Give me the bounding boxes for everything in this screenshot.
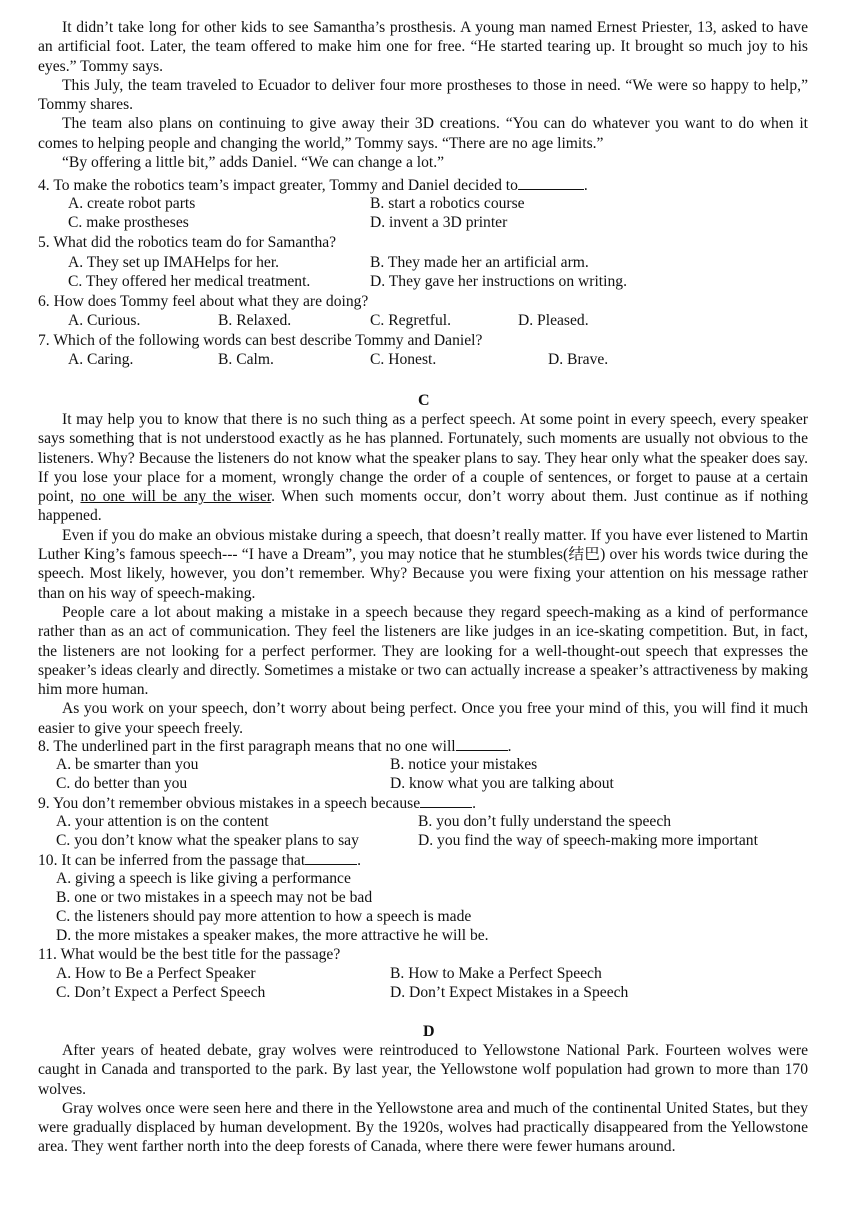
option-d: D. you find the way of speech-making more important (418, 832, 758, 849)
option-c: C. Honest. (370, 351, 437, 368)
answer-blank (420, 793, 472, 808)
question-5-stem (38, 233, 336, 252)
option-b: B. start a robotics course (370, 195, 525, 212)
option-a: A. your attention is on the content (56, 813, 269, 830)
option-b: B. Calm. (218, 351, 274, 368)
option-c: C. do better than you (56, 775, 188, 792)
option-d: D. They gave her instructions on writing. (370, 273, 627, 290)
option-d: D. know what you are talking about (390, 775, 614, 792)
option-c: C. Don’t Expect a Perfect Speech (56, 984, 266, 1001)
question-number: 5. (38, 234, 50, 251)
question-number: 6. (38, 293, 50, 310)
option-d: D. the more mistakes a speaker makes, the more attractive he will be. (56, 927, 489, 944)
question-6-stem (38, 292, 368, 311)
answer-blank (305, 850, 357, 865)
option-b: B. Relaxed. (218, 312, 292, 329)
paragraph: Even if you do make an obvious mistake during a speech, that doesn’t really matter. If you have ever listened to Martin Luther King’s famous speech--- “I have a Dream”, you may notice that he stumbles(结巴) over his words twice during the speech. Most likely, however, you don’t remember. Why? Because you were fixing your attention on his message rather than on his way of speech-making. (38, 526, 808, 602)
option-c: C. the listeners should pay more attention to how a speech is made (56, 908, 472, 925)
paragraph: “By offering a little bit,” adds Daniel. “We can change a lot.” (62, 154, 445, 172)
underlined-phrase: no one will be any the wiser (80, 488, 272, 506)
question-end: . (357, 852, 362, 869)
option-b: B. notice your mistakes (390, 756, 538, 773)
option-c: C. Regretful. (370, 312, 451, 329)
paragraph: The team also plans on continuing to give away their 3D creations. “You can do whatever you want to do when it comes to helping people and changing the world,” Tommy says. “There are no age limits.” (38, 115, 808, 152)
question-number: 10. (38, 852, 58, 869)
passage-c (38, 410, 808, 738)
question-text: You don’t remember obvious mistakes in a speech because (53, 795, 421, 812)
paragraph: It didn’t take long for other kids to see Samantha’s prosthesis. A young man named Ernest Priester, 13, asked to have an artificial foot. Later, the team offered to make him one for free. “He started tearing up. It brought so much joy to his eyes.” Tommy says. (38, 19, 808, 75)
question-10-stem (38, 850, 361, 870)
option-a: A. create robot parts (68, 195, 196, 212)
question-number: 11. (38, 946, 57, 963)
question-7-stem (38, 331, 482, 350)
question-4-stem (38, 175, 588, 195)
option-d: D. Don’t Expect Mistakes in a Speech (390, 984, 629, 1001)
question-end: . (507, 738, 512, 755)
option-a: A. Curious. (68, 312, 141, 329)
option-b: B. you don’t fully understand the speech (418, 813, 672, 830)
option-b: B. one or two mistakes in a speech may not be bad (56, 889, 373, 906)
question-end: . (472, 795, 477, 812)
option-a: A. giving a speech is like giving a performance (56, 870, 351, 887)
paragraph: As you work on your speech, don’t worry about being perfect. Once you free your mind of this, you will find it much easier to give your speech freely. (38, 700, 808, 737)
question-text: It can be inferred from the passage that (61, 852, 306, 869)
option-a: A. Caring. (68, 351, 134, 368)
question-text: How does Tommy feel about what they are doing? (53, 293, 369, 310)
text-run: It may help you to know that there is no such thing as a perfect speech. At some point in every speech, every speaker says something that is not understood exactly as he has planned. Fortunately, such moments are usually not obvious to the listeners. Why? Because the listeners do not know what the speaker plans to say. They hear only what the speaker does say. If you lose your place for a moment, wrongly change the order of a couple of sentences, or forget to pause at a certain point, (38, 411, 808, 506)
question-11-stem (38, 945, 340, 964)
option-d: D. Pleased. (518, 312, 589, 329)
option-c: C. make prostheses (68, 214, 189, 231)
paragraph: This July, the team traveled to Ecuador to deliver four more prostheses to those in need. “We were so happy to help,” Tommy shares. (38, 76, 808, 114)
text-run: . When such moments occur, don’t worry about them. Just continue as if nothing happened. (38, 488, 808, 525)
question-number: 4. (38, 177, 50, 194)
option-d: D. Brave. (548, 351, 609, 368)
question-text: The underlined part in the first paragraph means that no one will (53, 738, 456, 755)
question-text: Which of the following words can best describe Tommy and Daniel? (53, 332, 483, 349)
paragraph: Gray wolves once were seen here and there in the Yellowstone area and much of the continental United States, but they were gradually displaced by human development. By the 1920s, wolves had practically disappeared from the Yellowstone area. They went farther north into the deep forests of Canada, where there were fewer humans around. (38, 1099, 808, 1156)
paragraph: People care a lot about making a mistake in a speech because they regard speech-making as a kind of performance rather than as an act of communication. They feel the listeners are like judges in an ice-skating competition. But, in fact, the listeners are not looking for a perfect performer. They are looking for a well-thought-out speech that expresses the speaker’s ideas clearly and directly. Sometimes a mistake or two can actually increase a speaker’s attractiveness by making him more human. (38, 603, 808, 699)
option-c: C. They offered her medical treatment. (68, 273, 311, 290)
option-d: D. invent a 3D printer (370, 214, 508, 231)
question-text: What did the robotics team do for Samantha? (53, 234, 337, 251)
paragraph (38, 410, 808, 526)
option-b: B. How to Make a Perfect Speech (390, 965, 602, 982)
question-end: . (583, 177, 588, 194)
section-heading-d: D (423, 1023, 435, 1040)
question-number: 8. (38, 738, 50, 755)
option-a: A. be smarter than you (56, 756, 199, 773)
question-text: To make the robotics team’s impact greater, Tommy and Daniel decided to (53, 177, 518, 194)
option-c: C. you don’t know what the speaker plans to say (56, 832, 359, 849)
question-number: 7. (38, 332, 50, 349)
section-heading-c: C (418, 392, 430, 409)
passage-b-ending (38, 18, 808, 172)
answer-blank (456, 736, 508, 751)
question-number: 9. (38, 795, 50, 812)
question-8-stem (38, 736, 512, 756)
option-b: B. They made her an artificial arm. (370, 254, 589, 271)
option-a: A. How to Be a Perfect Speaker (56, 965, 256, 982)
answer-blank (518, 175, 584, 190)
paragraph: After years of heated debate, gray wolves were reintroduced to Yellowstone National Park. Fourteen wolves were caught in Canada and transported to the park. By last year, the Yellowstone wolf population had grown to more than 170 wolves. (38, 1042, 808, 1098)
question-text: What would be the best title for the passage? (60, 946, 341, 963)
option-a: A. They set up IMAHelps for her. (68, 254, 280, 271)
passage-d (38, 1041, 808, 1157)
question-9-stem (38, 793, 476, 813)
